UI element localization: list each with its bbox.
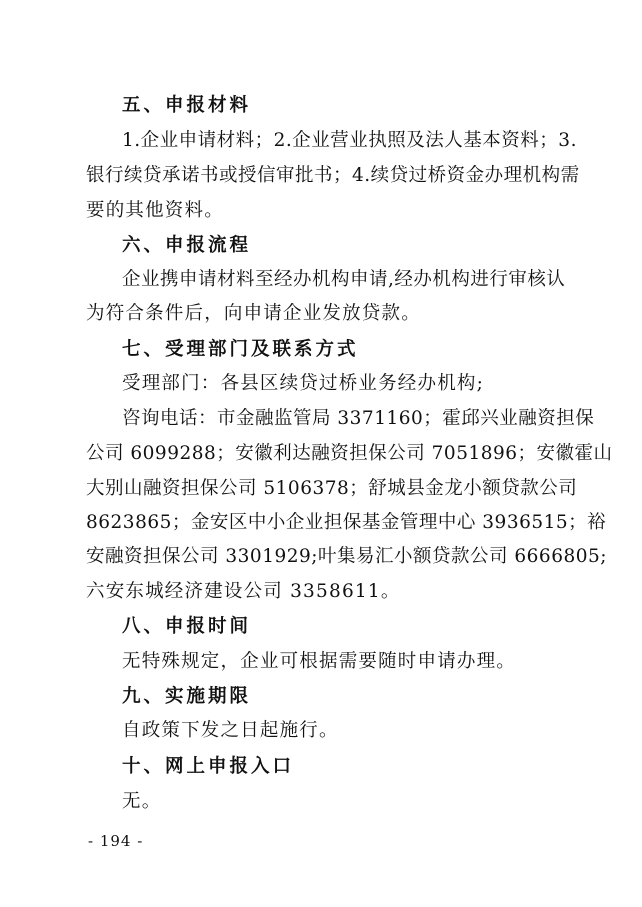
body-line: 咨询电话：市金融监管局 3371160；霍邱兴业融资担保 xyxy=(122,408,595,429)
body-line: 公司 6099288；安徽利达融资担保公司 7051896；安徽霍山 xyxy=(86,443,613,464)
body-line: 为符合条件后，向申请企业发放贷款。 xyxy=(86,303,421,324)
section-heading: 六、申报流程 xyxy=(122,235,252,256)
body-line: 1.企业申请材料；2.企业营业执照及法人基本资料；3. xyxy=(122,130,577,151)
body-line: 自政策下发之日起施行。 xyxy=(122,720,339,741)
body-line: 受理部门：各县区续贷过桥业务经办机构; xyxy=(122,373,485,394)
body-line: 大别山融资担保公司 5106378；舒城县金龙小额贷款公司 xyxy=(86,478,578,499)
section-heading: 七、受理部门及联系方式 xyxy=(122,339,359,360)
section-heading: 九、实施期限 xyxy=(122,686,252,707)
body-line: 六安东城经济建设公司 3358611。 xyxy=(86,581,401,602)
page-number: - 194 - xyxy=(88,832,144,850)
body-line: 无。 xyxy=(122,791,162,812)
body-line: 银行续贷承诺书或授信审批书；4.续贷过桥资金办理机构需 xyxy=(86,165,580,186)
body-line: 无特殊规定，企业可根据需要随时申请办理。 xyxy=(122,651,517,672)
body-line: 安融资担保公司 3301929;叶集易汇小额贷款公司 6666805; xyxy=(86,546,608,567)
section-heading: 八、申报时间 xyxy=(122,616,252,637)
body-line: 8623865；金安区中小企业担保基金管理中心 3936515；裕 xyxy=(86,512,607,533)
body-line: 企业携申请材料至经办机构申请,经办机构进行审核认 xyxy=(122,269,566,290)
body-line: 要的其他资料。 xyxy=(86,200,224,221)
section-heading: 五、申报材料 xyxy=(122,95,252,116)
section-heading: 十、网上申报入口 xyxy=(122,756,295,777)
